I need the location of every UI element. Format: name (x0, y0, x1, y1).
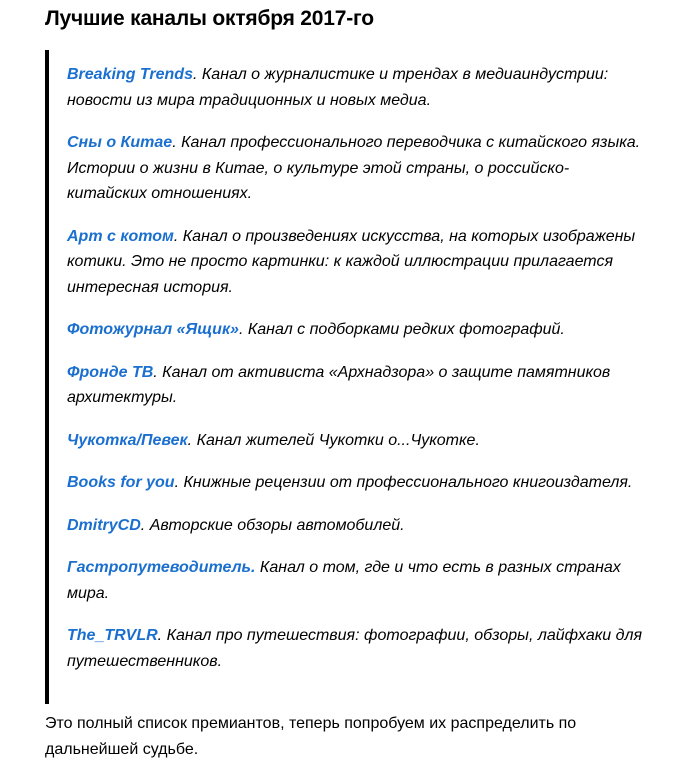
channel-entry-fronde-tv (67, 360, 647, 411)
channel-link-breaking-trends[interactable]: Breaking Trends (67, 66, 193, 83)
channel-entry-fotozhurnal-yashchik (67, 317, 647, 343)
channel-entry-breaking-trends (67, 62, 647, 113)
article-heading: Лучшие каналы октября 2017-го (45, 7, 374, 30)
channel-link-books-for-you[interactable]: Books for you (67, 474, 175, 491)
channel-description: . Канал профессионального переводчика с китайского языка. Истории о жизни в Китае, о культуре этой страны, о российско-китайских отношениях. (67, 134, 641, 202)
channel-description: Канал о том, где и что есть в разных странах мира. (67, 559, 621, 602)
channels-blockquote (45, 50, 645, 704)
channel-description: . Канал с подборками редких фотографий. (238, 321, 565, 338)
footer-paragraph: Это полный список премиантов, теперь попробуем их распределить по дальнейшей судьбе. (45, 715, 577, 758)
channel-entry-gastroputevoditel (67, 555, 647, 606)
channel-entry-art-s-kotom (67, 224, 647, 301)
channel-link-gastroputevoditel[interactable]: Гастропутеводитель. (67, 559, 256, 576)
channel-entry-chukotka-pevek (67, 428, 647, 454)
channel-entry-dmitrycd (67, 513, 647, 539)
channel-description: . Канал от активиста «Архнадзора» о защите памятников архитектуры. (67, 363, 611, 406)
channel-link-sny-o-kitae[interactable]: Сны о Китае (67, 134, 173, 151)
channel-description: . Канал про путешествия: фотографии, обзоры, лайфхаки для путешественников. (67, 627, 643, 670)
channel-link-dmitrycd[interactable]: DmitryCD (67, 516, 141, 534)
channel-link-fronde-tv[interactable]: Фронде ТВ (67, 363, 154, 381)
channel-description: . Канал жителей Чукотки о...Чукотке. (187, 431, 480, 449)
channel-entry-the-trvlr (67, 623, 647, 674)
channel-entry-books-for-you (67, 470, 647, 496)
channel-description: . Книжные рецензии от профессионального книгоиздателя. (174, 474, 633, 491)
channel-link-chukotka-pevek[interactable]: Чукотка/Певек (67, 431, 188, 449)
channel-description: . Канал о журналистике и трендах в медиаиндустрии: новости из мира традиционных и новых медиа. (67, 66, 609, 109)
channel-description: . Канал о произведениях искусства, на которых изображены котики. Это не просто картинки: к каждой иллюстрации прилагается интересная история. (67, 227, 636, 296)
channel-link-fotozhurnal-yashchik[interactable]: Фотожурнал «Ящик» (67, 321, 239, 338)
channel-description: . Авторские обзоры автомобилей. (140, 516, 405, 534)
channel-link-the-trvlr[interactable]: The_TRVLR (67, 627, 158, 644)
channel-link-art-s-kotom[interactable]: Арт с котом (67, 227, 174, 245)
channel-entry-sny-o-kitae (67, 130, 647, 207)
